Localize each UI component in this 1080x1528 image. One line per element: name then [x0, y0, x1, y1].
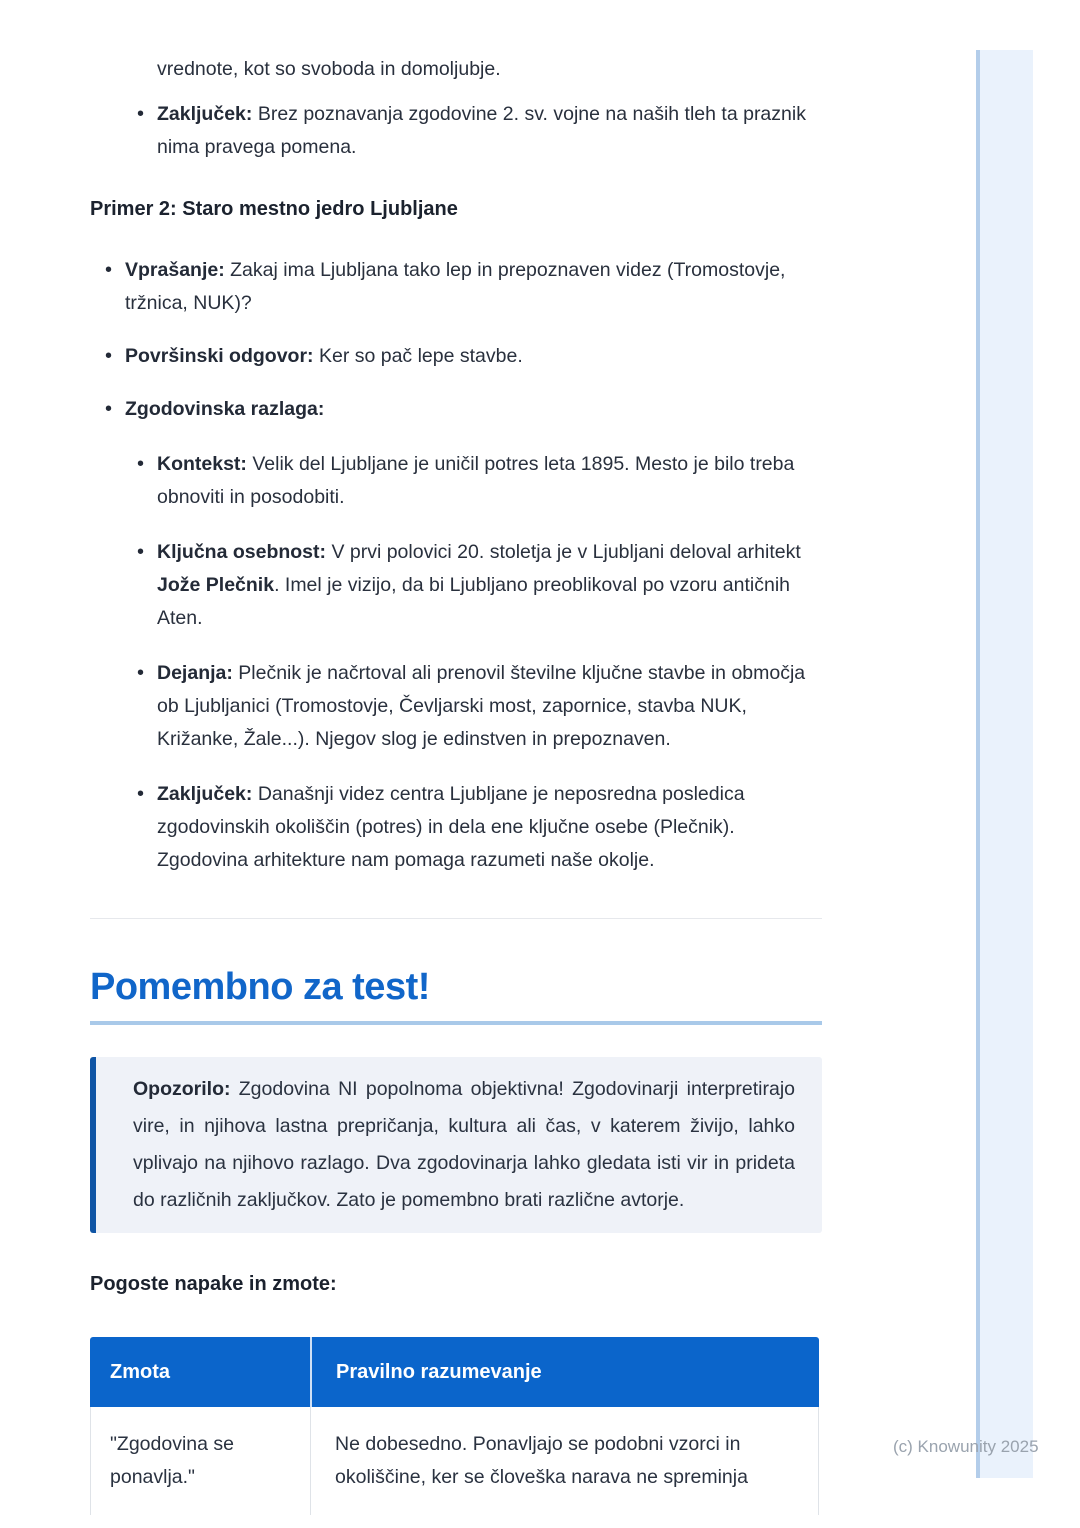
column-header-zmota: Zmota: [90, 1337, 310, 1407]
list-item: [125, 657, 822, 756]
list-item-text: Ker so pač lepe stavbe.: [318, 345, 523, 367]
page-edge-decoration: [976, 50, 1033, 1478]
primer2-list: [90, 254, 822, 877]
item-label: Vprašanje:: [125, 259, 225, 281]
mistakes-table: [90, 1337, 819, 1515]
list-item-text: Današnji videz centra Ljubljane je neposredna posledica zgodovinskih okoliščin (potres) in dela ene ključne osebe (Plečnik). Zgodovina arhitekture nam pomaga razumeti naše okolje.: [157, 783, 745, 871]
callout-body-text: Zgodovina NI popolnoma objektivna! Zgodovinarji interpretirajo vire, in njihova lastna prepričanja, kultura ali čas, v katerem živijo, lahko vplivajo na njihovo razlago. Dva zgodovinarja lahko gledata isti vir in prideta do različnih zaključkov. Zato je pomembno brati različne avtorje.: [133, 1078, 795, 1211]
list-item: [125, 778, 822, 877]
table-row: [90, 1407, 819, 1515]
list-item-text: . Imel je vizijo, da bi Ljubljano preoblikoval po vzoru antičnih Aten.: [157, 574, 791, 629]
list-item-text: Zakaj ima Ljubljana tako lep in prepoznaven videz (Tromostovje, tržnica, NUK)?: [125, 259, 786, 314]
list-item: [125, 536, 822, 635]
list-item: [90, 98, 822, 164]
item-label: Dejanja:: [157, 662, 233, 684]
primer2-heading: Primer 2: Staro mestno jedro Ljubljane: [90, 198, 458, 220]
callout-text: [133, 1071, 795, 1219]
list-item-text: vrednote, kot so svoboda in domoljubje.: [157, 58, 501, 80]
item-label: Kontekst:: [157, 453, 247, 475]
intro-list: [90, 53, 822, 164]
table-cell-razumevanje: Ne dobesedno. Ponavljajo se podobni vzorci in okoliščine, ker se človeška narava ne spreminja: [310, 1407, 819, 1515]
table-body: [90, 1407, 819, 1515]
list-item-continuation: [90, 53, 822, 86]
item-label: Zaključek:: [157, 783, 253, 805]
table-header: [90, 1337, 819, 1407]
inline-bold-text: Jože Plečnik: [157, 574, 275, 596]
copyright-watermark: (c) Knowunity 2025: [893, 1437, 1039, 1456]
section-divider: [90, 918, 822, 919]
list-item: [90, 393, 822, 877]
column-header-pravilno-razumevanje: Pravilno razumevanje: [310, 1337, 819, 1407]
warning-callout: [90, 1057, 822, 1233]
item-label: Površinski odgovor:: [125, 345, 314, 367]
list-item-text: Velik del Ljubljane je uničil potres leta 1895. Mesto je bilo treba obnoviti in posodobiti.: [157, 453, 795, 508]
item-label: Zgodovinska razlaga:: [125, 398, 325, 420]
list-item-text: Plečnik je načrtoval ali prenovil številne ključne stavbe in območja ob Ljubljanici (Tromostovje, Čevljarski most, zapornice, stavba NUK, Križanke, Žale...). Njegov slog je edinstven in prepoznaven.: [157, 662, 806, 750]
mistakes-heading: Pogoste napake in zmote:: [90, 1273, 337, 1295]
list-item: [90, 340, 822, 373]
callout-label: Opozorilo:: [133, 1078, 231, 1100]
list-item-text: V prvi polovici 20. stoletja je v Ljubljani deloval arhitekt: [331, 541, 801, 563]
document-content: [90, 0, 822, 1515]
table-header-row: [90, 1337, 819, 1407]
section-title: Pomembno za test!: [90, 965, 822, 1025]
item-label: Zaključek:: [157, 103, 253, 125]
primer2-sub-list: [125, 448, 822, 877]
item-label: Ključna osebnost:: [157, 541, 327, 563]
list-item: [90, 254, 822, 320]
list-item-text: Brez poznavanja zgodovine 2. sv. vojne na naših tleh ta praznik nima pravega pomena.: [157, 103, 806, 158]
table-cell-zmota: "Zgodovina se ponavlja.": [90, 1407, 310, 1515]
list-item: [125, 448, 822, 514]
